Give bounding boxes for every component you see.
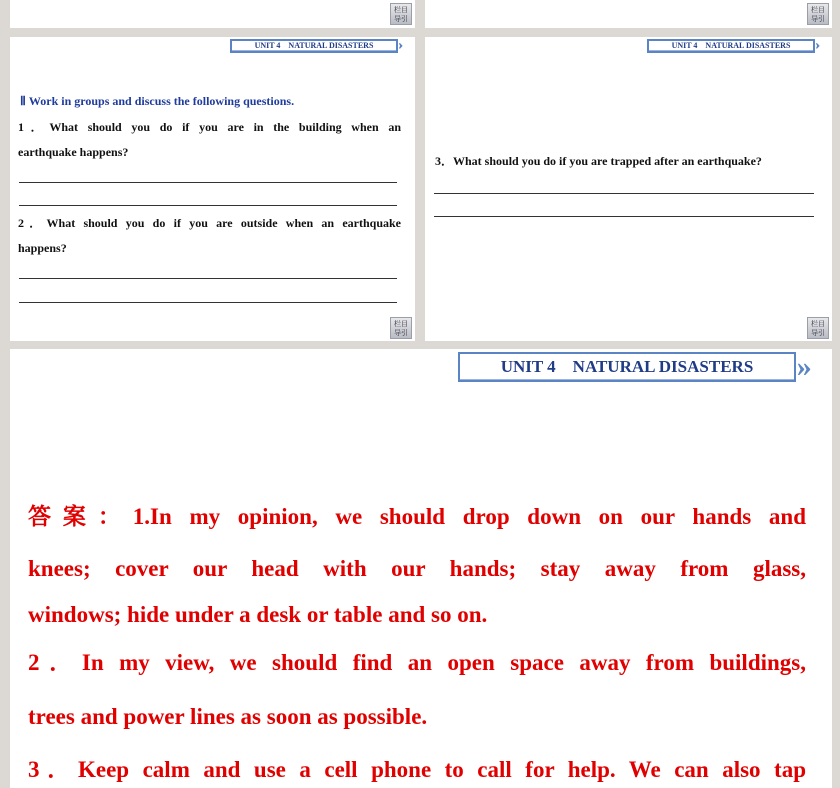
nav-guide-button[interactable] (807, 3, 829, 25)
section-numeral: Ⅱ (20, 94, 26, 108)
answer-line-text: windows; hide under a desk or table and so on. (28, 602, 488, 627)
answer-line-text: knees; cover our head with our hands; stay away from glass, (28, 556, 806, 581)
nav-label: 导引 (394, 329, 408, 337)
nav-guide-button[interactable] (390, 3, 412, 25)
answer-line-text: 3．Keep calm and use a cell phone to call for help. We can also tap (28, 757, 806, 782)
answer-line-text: trees and power lines as soon as possible. (28, 704, 428, 729)
nav-label: 栏目 (811, 320, 825, 328)
unit-title: UNIT 4 NATURAL DISASTERS (647, 39, 815, 53)
nav-label: 栏目 (394, 6, 408, 14)
nav-label: 栏目 (394, 320, 408, 328)
answer-line[interactable] (19, 205, 397, 206)
answer-line[interactable] (19, 278, 397, 279)
instruction-text: Work in groups and discuss the following questions. (28, 94, 295, 108)
nav-label: 导引 (394, 15, 408, 23)
slide-questions-1-2 (10, 37, 415, 341)
answer-line[interactable] (19, 302, 397, 303)
nav-guide-button[interactable] (807, 317, 829, 339)
nav-label: 导引 (811, 329, 825, 337)
instruction (20, 89, 294, 114)
unit-banner (230, 38, 399, 54)
question-3: 3．What should you do if you are trapped after an earthquake? (435, 154, 762, 168)
q2-line: happens? (18, 241, 67, 255)
chevron-double-icon: ›› (796, 350, 808, 383)
slide-top-left (10, 0, 415, 28)
nav-label: 栏目 (811, 6, 825, 14)
question-1 (18, 115, 401, 165)
answer-line[interactable] (434, 216, 814, 217)
unit-banner (458, 352, 808, 382)
answer-line[interactable] (434, 193, 814, 194)
slide-question-3 (425, 37, 832, 341)
answer-line-text: 答案：1.In my opinion, we should drop down on our hands and (28, 504, 806, 529)
nav-label: 导引 (811, 15, 825, 23)
unit-title: UNIT 4 NATURAL DISASTERS (458, 352, 796, 382)
nav-guide-button[interactable] (390, 317, 412, 339)
answer-line-text: 2．In my view, we should find an open space away from buildings, (28, 650, 806, 675)
q1-line: earthquake happens? (18, 145, 129, 159)
chevron-double-icon: ›› (815, 38, 817, 53)
unit-banner (647, 38, 816, 54)
question-2 (18, 211, 401, 261)
q2-line: 2．What should you do if you are outside when an earthquake (18, 216, 401, 230)
chevron-double-icon: ›› (398, 38, 400, 53)
answer-line[interactable] (19, 182, 397, 183)
unit-title: UNIT 4 NATURAL DISASTERS (230, 39, 398, 53)
q1-line: 1．What should you do if you are in the building when an (18, 120, 401, 134)
slide-top-right (425, 0, 832, 28)
